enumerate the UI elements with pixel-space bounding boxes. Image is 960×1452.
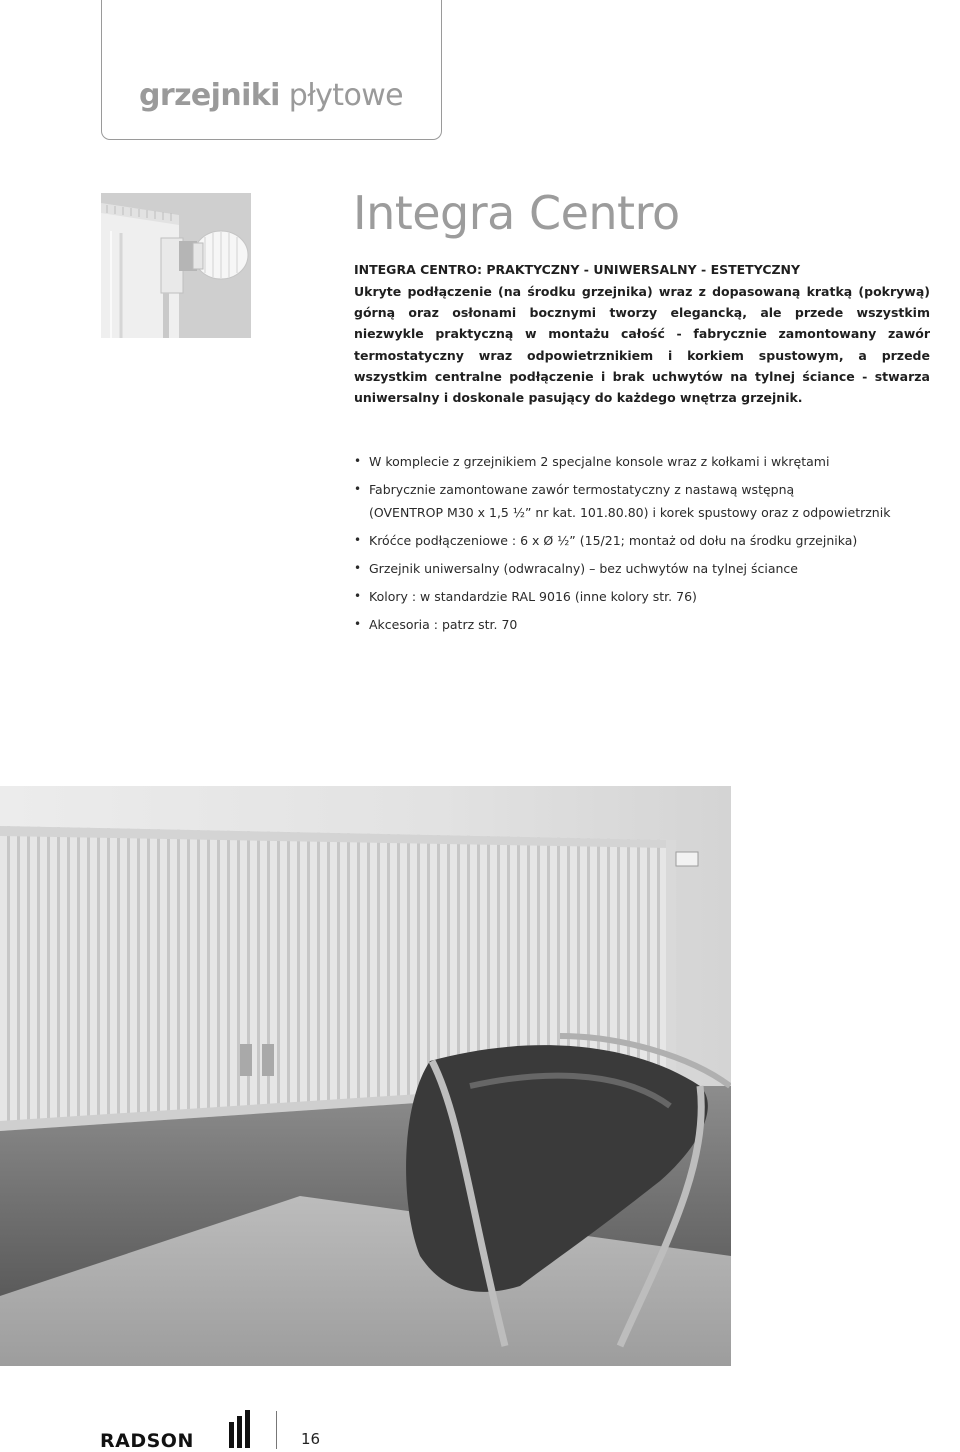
feature-list: [354, 450, 954, 641]
bullet-icon: •: [354, 617, 362, 631]
category-title-bold: grzejniki: [139, 78, 280, 113]
logo-wordmark: RADSON: [100, 1430, 194, 1452]
feature-item: [354, 557, 954, 580]
intro-paragraph: Ukryte podłączenie (na środku grzejnika) wraz z dopasowaną kratką (pokrywą) górną oraz osłonami bocznymi tworzy elegancką, ale przede wszystkim niezwykle praktyczną w montażu całość - fabrycznie zamontowany zawór termostatyczny wraz odpowietrznikiem i korkiem spustowym, a przede wszystkim centralne podłączenie i brak uchwytów na tylnej ściance - stwarza uniwersalny i doskonale pasujący do każdego wnętrza grzejnik.: [354, 284, 930, 406]
product-title: Integra Centro: [353, 186, 680, 240]
feature-text: Akcesoria : patrz str. 70: [369, 617, 518, 632]
feature-text: W komplecie z grzejnikiem 2 specjalne konsole wraz z kołkami i wkrętami: [369, 454, 830, 469]
category-header-box: [101, 0, 442, 140]
room-radiator-photo: [0, 786, 731, 1366]
feature-text-continued: (OVENTROP M30 x 1,5 ½” nr kat. 101.80.80) i korek spustowy oraz z odpowietrznik: [369, 505, 891, 520]
logo-bars-icon: [229, 1410, 253, 1448]
feature-item: [354, 529, 954, 552]
bullet-icon: •: [354, 482, 362, 496]
feature-text: Króćce podłączeniowe : 6 x Ø ½” (15/21; montaż od dołu na środku grzejnika): [369, 533, 858, 548]
footer-divider: [276, 1411, 277, 1449]
feature-text: Fabrycznie zamontowane zawór termostatyczny z nastawą wstępną: [369, 482, 795, 497]
bullet-icon: •: [354, 561, 362, 575]
feature-text: Kolory : w standardzie RAL 9016 (inne kolory str. 76): [369, 589, 697, 604]
feature-item: [354, 450, 954, 473]
thermostat-valve-photo: [101, 193, 251, 338]
bullet-icon: •: [354, 454, 362, 468]
feature-text: Grzejnik uniwersalny (odwracalny) – bez uchwytów na tylnej ściance: [369, 561, 798, 576]
page-number: 16: [301, 1430, 321, 1448]
category-title: [139, 78, 403, 113]
radson-logo: [100, 1409, 252, 1452]
feature-item: [354, 478, 954, 524]
feature-item: [354, 585, 954, 608]
bullet-icon: •: [354, 533, 362, 547]
bullet-icon: •: [354, 589, 362, 603]
intro-heading: INTEGRA CENTRO: PRAKTYCZNY - UNIWERSALNY - ESTETYCZNY: [354, 262, 801, 277]
feature-item: [354, 613, 954, 636]
category-title-light: płytowe: [279, 78, 404, 113]
